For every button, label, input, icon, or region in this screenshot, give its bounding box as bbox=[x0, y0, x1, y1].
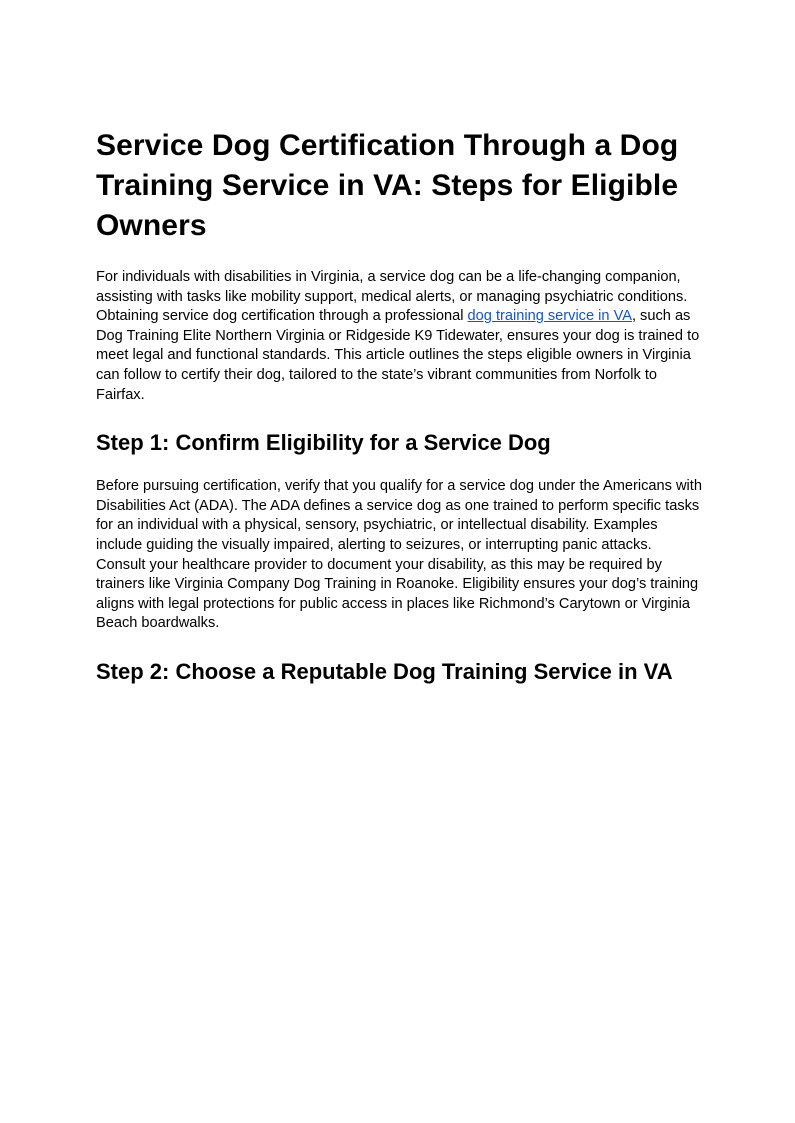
step1-paragraph: Before pursuing certification, verify that you qualify for a service dog under the Americans with Disabilities Act (ADA). The ADA defines a service dog as one trained to perform specific tasks for an individual with a physical, sensory, psychiatric, or intellectual disability. Examples include guiding the visually impaired, alerting to seizures, or interrupting panic attacks. Consult your healthcare provider to document your disability, as this may be required by trainers like Virginia Company Dog Training in Roanoke. Eligibility ensures your dog’s training aligns with legal protections for public access in places like Richmond’s Carytown or Virginia Beach boardwalks. bbox=[96, 478, 702, 632]
article-title: Service Dog Certification Through a Dog Training Service in VA: Steps for Eligible Owners bbox=[96, 129, 679, 242]
step2-heading: Step 2: Choose a Reputable Dog Training Service in VA bbox=[96, 658, 673, 684]
dog-training-service-link[interactable]: dog training service in VA bbox=[467, 308, 632, 325]
intro-text-after-link: , such as Dog Training Elite Northern Virginia or Ridgeside K9 Tidewater, ensures your dog is trained to meet legal and functional standards. This article outlines the steps eligible owners in Virginia can follow to certify their dog, tailored to the state’s vibrant communities from Norfolk to Fairfax. bbox=[96, 308, 700, 403]
intro-paragraph bbox=[96, 268, 702, 405]
intro-text-before-link: For individuals with disabilities in Virginia, a service dog can be a life-changing companion, assisting with tasks like mobility support, medical alerts, or managing psychiatric conditions. Obtaining service dog certification through a professional bbox=[96, 269, 688, 325]
step1-heading: Step 1: Confirm Eligibility for a Service Dog bbox=[96, 430, 551, 456]
document-page bbox=[96, 126, 702, 686]
